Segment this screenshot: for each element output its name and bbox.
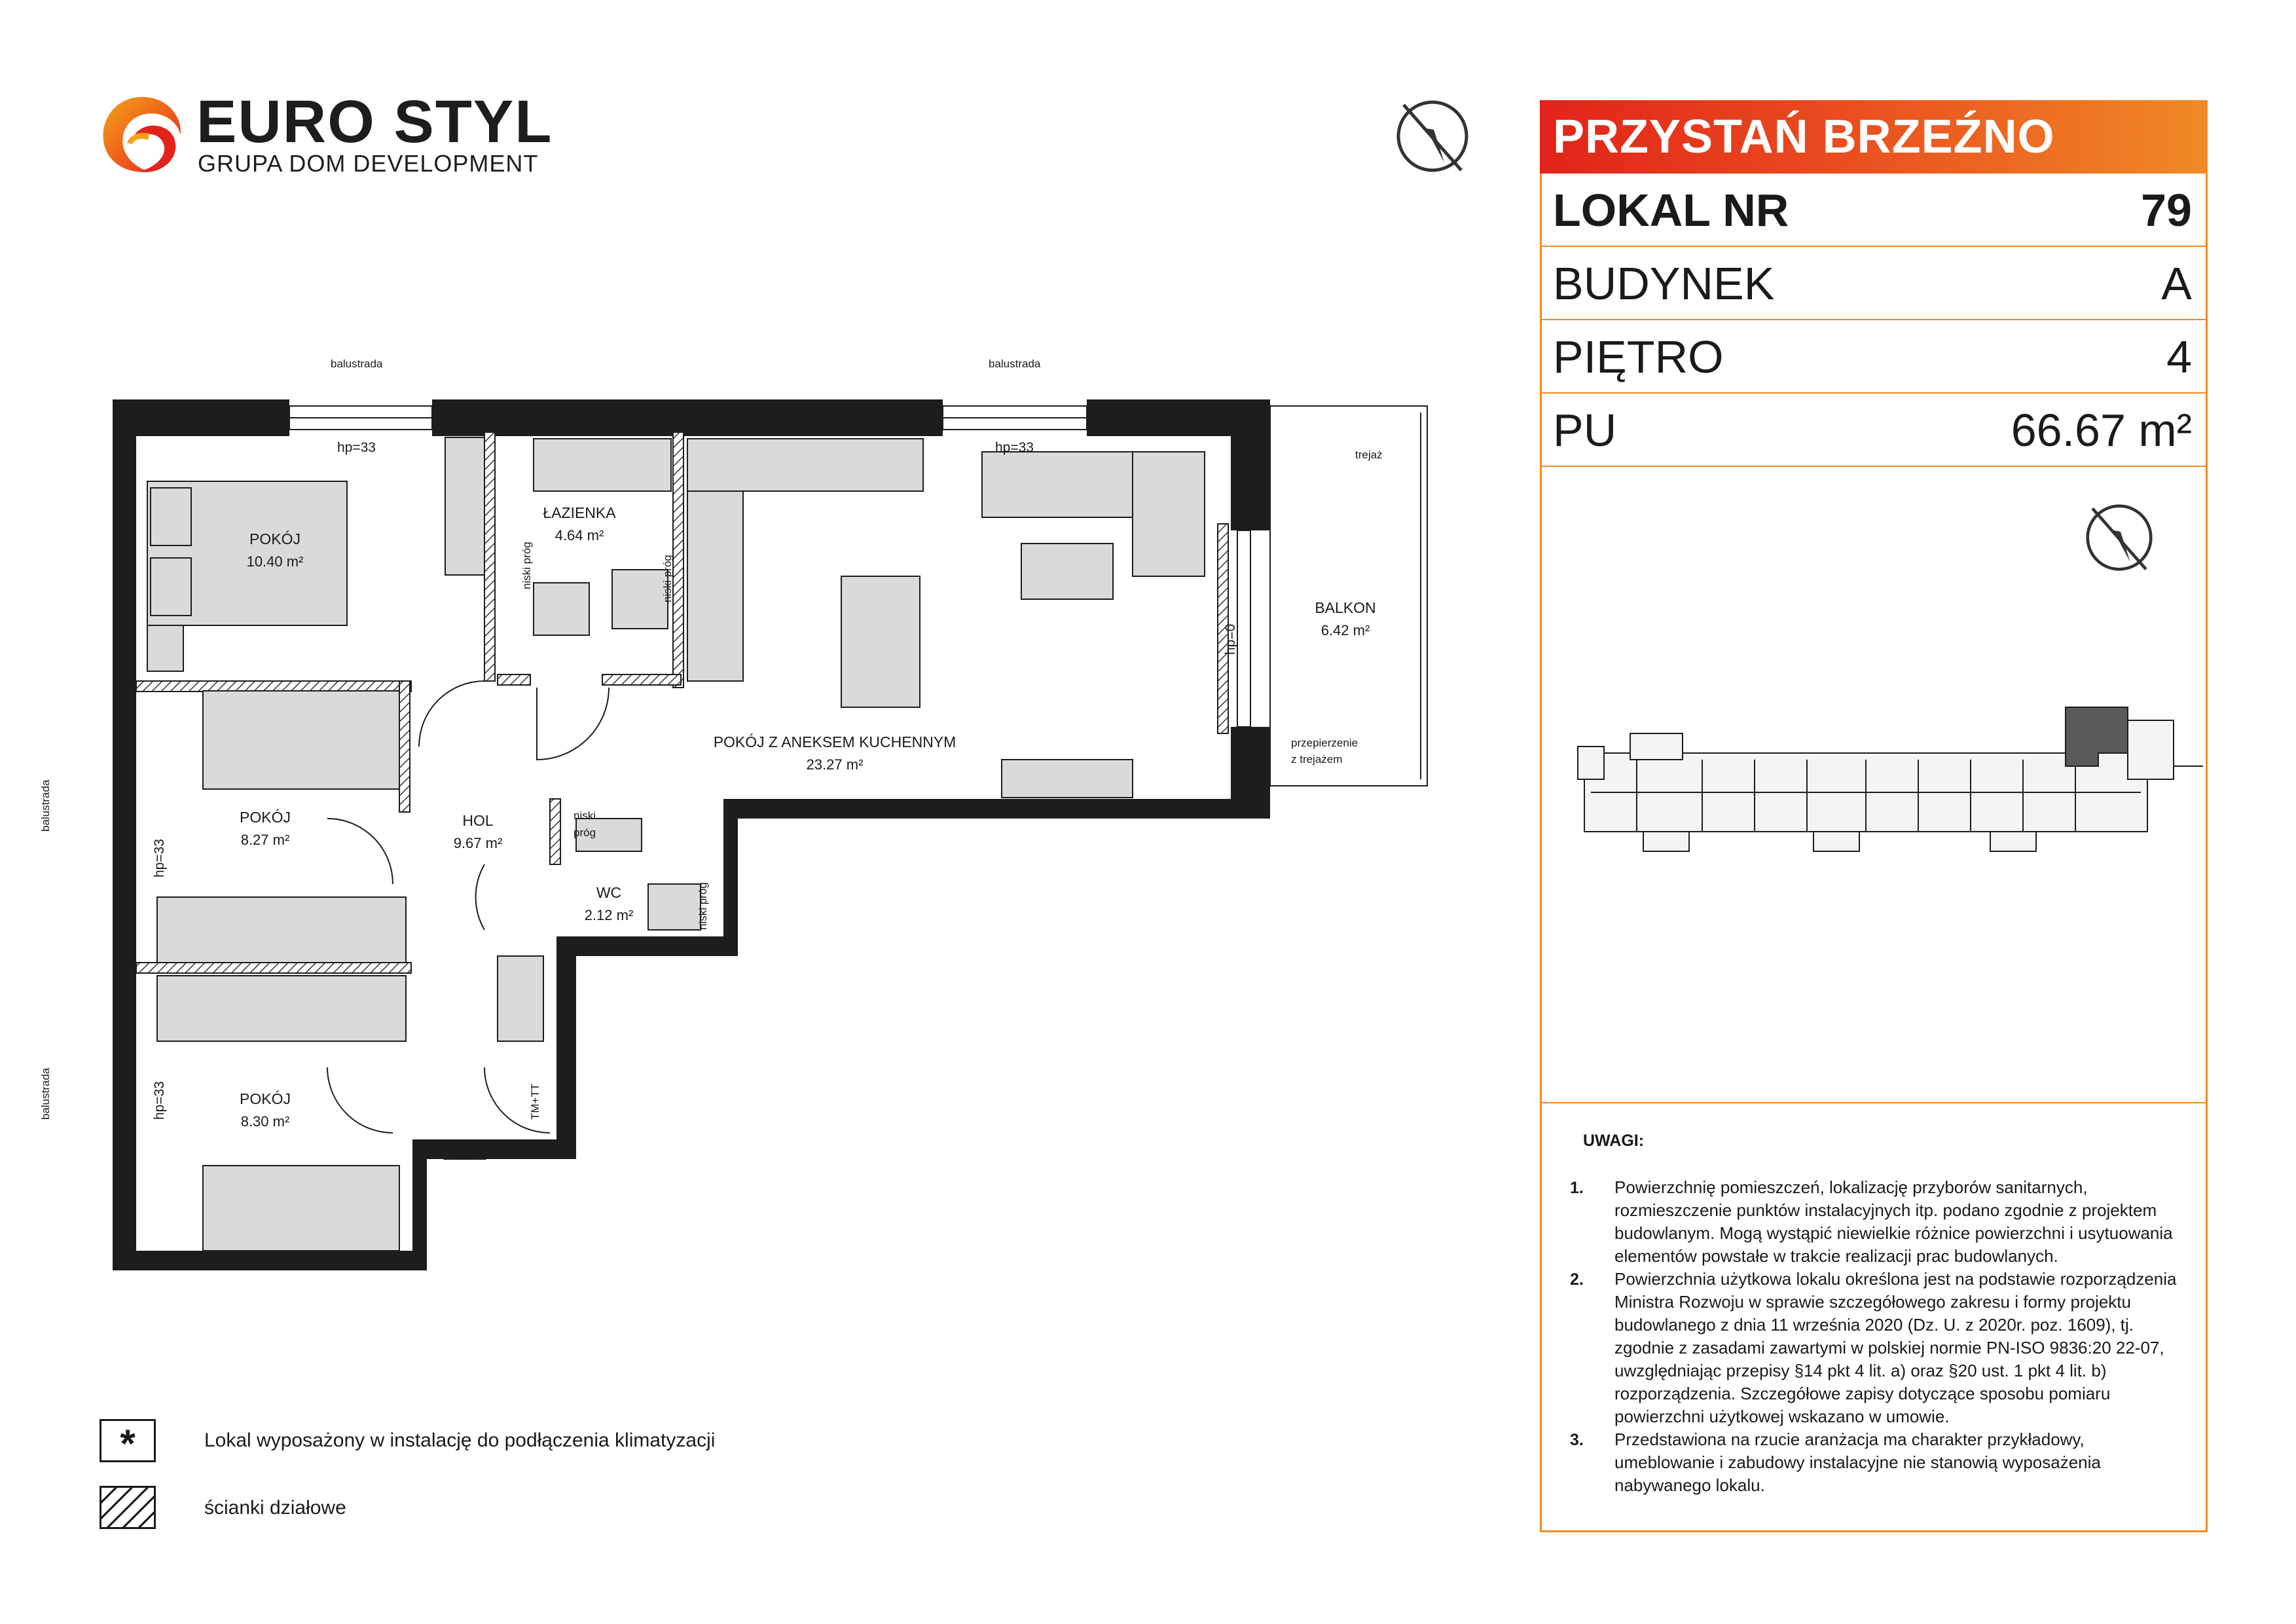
room-name: WC [596, 884, 622, 901]
room-name: POKÓJ [240, 809, 291, 826]
legend-partition-text: ścianki działowe [204, 1497, 346, 1519]
hp-label: hp=33 [995, 440, 1034, 455]
threshold-label: niski próg [520, 542, 533, 589]
tm-tt-label: TM+TT [529, 1083, 541, 1120]
info-label: BUDYNEK [1553, 258, 1775, 309]
balustrada-label: balustrada [39, 779, 52, 832]
note-number: 1. [1570, 1179, 1584, 1197]
info-label: PU [1553, 405, 1617, 456]
room-area: 2.12 m² [584, 907, 634, 923]
note-number: 3. [1570, 1431, 1584, 1449]
room-area: 6.42 m² [1321, 622, 1370, 638]
project-title: PRZYSTAŃ BRZEŹNO [1540, 100, 2208, 174]
trellis-label: trejaż [1355, 449, 1383, 461]
info-row-pu [1540, 394, 2208, 467]
legend-ac-symbol: * [100, 1419, 156, 1462]
north-arrow-icon [2077, 495, 2162, 580]
balcony [1270, 406, 1427, 786]
hp-label: hp=33 [152, 1081, 167, 1120]
info-value: A [2161, 258, 2192, 309]
room-area: 8.27 m² [240, 832, 290, 848]
building-key-plan [1565, 694, 2206, 891]
note-text: Powierzchnię pomieszczeń, lokalizację przyborów sanitarnych, rozmieszczenie punktów instalacyjnych itp. podano zgodnie z projektem budowlanym. Mogą wystąpić niewielkie różnice powierzchni i usytuowania elementów powstałe w trakcie realizacji prac budowlanych. [1614, 1177, 2173, 1266]
room-area: 23.27 m² [806, 756, 864, 773]
info-row-pietro [1540, 320, 2208, 394]
threshold-label: niski próg [661, 555, 674, 602]
note-text: Powierzchnia użytkowa lokalu określona jest na podstawie rozporządzenia Ministra Rozwoju w sprawie szczegółowego zakresu i formy projektu budowlanego z dnia 11 września 2020 (Dz. U. z 2020r. poz. 1609), tj. zgodnie z zasadami zawartymi w polskiej normie PN-ISO 9836:20 22-07, uwzględniając przepisy §14 pkt 4 lit. a) oraz §20 ust. 1 pkt 4 lit. b) rozporządzenia. Szczegółowe zapisy dotyczące sposobu pomiaru powierzchni użytkowej wskazano w umowie. [1614, 1269, 2177, 1426]
balustrada-label: balustrada [39, 1067, 52, 1120]
note-text: Przedstawiona na rzucie aranżacja ma charakter przykładowy, umeblowanie i zabudowy instalacyjne nie stanowią wyposażenia nabywanego lokalu. [1614, 1430, 2101, 1495]
info-row-budynek [1540, 247, 2208, 320]
threshold-label: próg [574, 826, 596, 839]
panel-divider [1540, 1102, 2208, 1103]
room-name: HOL [462, 812, 494, 829]
balustrada-label: balustrada [331, 358, 383, 370]
room-name: POKÓJ Z ANEKSEM KUCHENNYM [713, 733, 957, 750]
info-label: LOKAL NR [1553, 185, 1789, 236]
brand-name: EURO STYL [196, 88, 553, 155]
info-value: 79 [2141, 185, 2192, 236]
legend-ac-text: Lokal wyposażony w instalację do podłączenia klimatyzacji [204, 1430, 716, 1451]
threshold-label: niski [574, 809, 596, 822]
room-name: POKÓJ [249, 530, 301, 547]
room-name: BALKON [1315, 599, 1376, 616]
partition-label: przepierzenie [1291, 737, 1358, 749]
balustrada-label: balustrada [989, 358, 1041, 370]
threshold-label: niski próg [697, 882, 709, 930]
room-name: POKÓJ [240, 1090, 291, 1107]
room-area: 4.64 m² [555, 527, 604, 544]
room-name: ŁAZIENKA [543, 504, 616, 521]
room-area: 8.30 m² [240, 1113, 290, 1130]
info-row-lokal [1540, 174, 2208, 247]
hp-label: hp=0 [1223, 623, 1238, 655]
room-area: 9.67 m² [453, 835, 503, 851]
note-number: 2. [1570, 1270, 1584, 1289]
info-value: 4 [2166, 331, 2192, 382]
hp-label: hp=33 [152, 839, 167, 877]
partition-label: z trejażem [1291, 753, 1343, 766]
info-label: PIĘTRO [1553, 331, 1724, 382]
hp-label: hp=33 [337, 440, 376, 455]
brand-subtitle: GRUPA DOM DEVELOPMENT [198, 150, 539, 177]
notes-title: UWAGI: [1583, 1132, 1645, 1150]
legend-partition-symbol [100, 1486, 156, 1529]
info-value: 66.67 m² [2011, 405, 2192, 456]
room-area: 10.40 m² [246, 553, 304, 570]
